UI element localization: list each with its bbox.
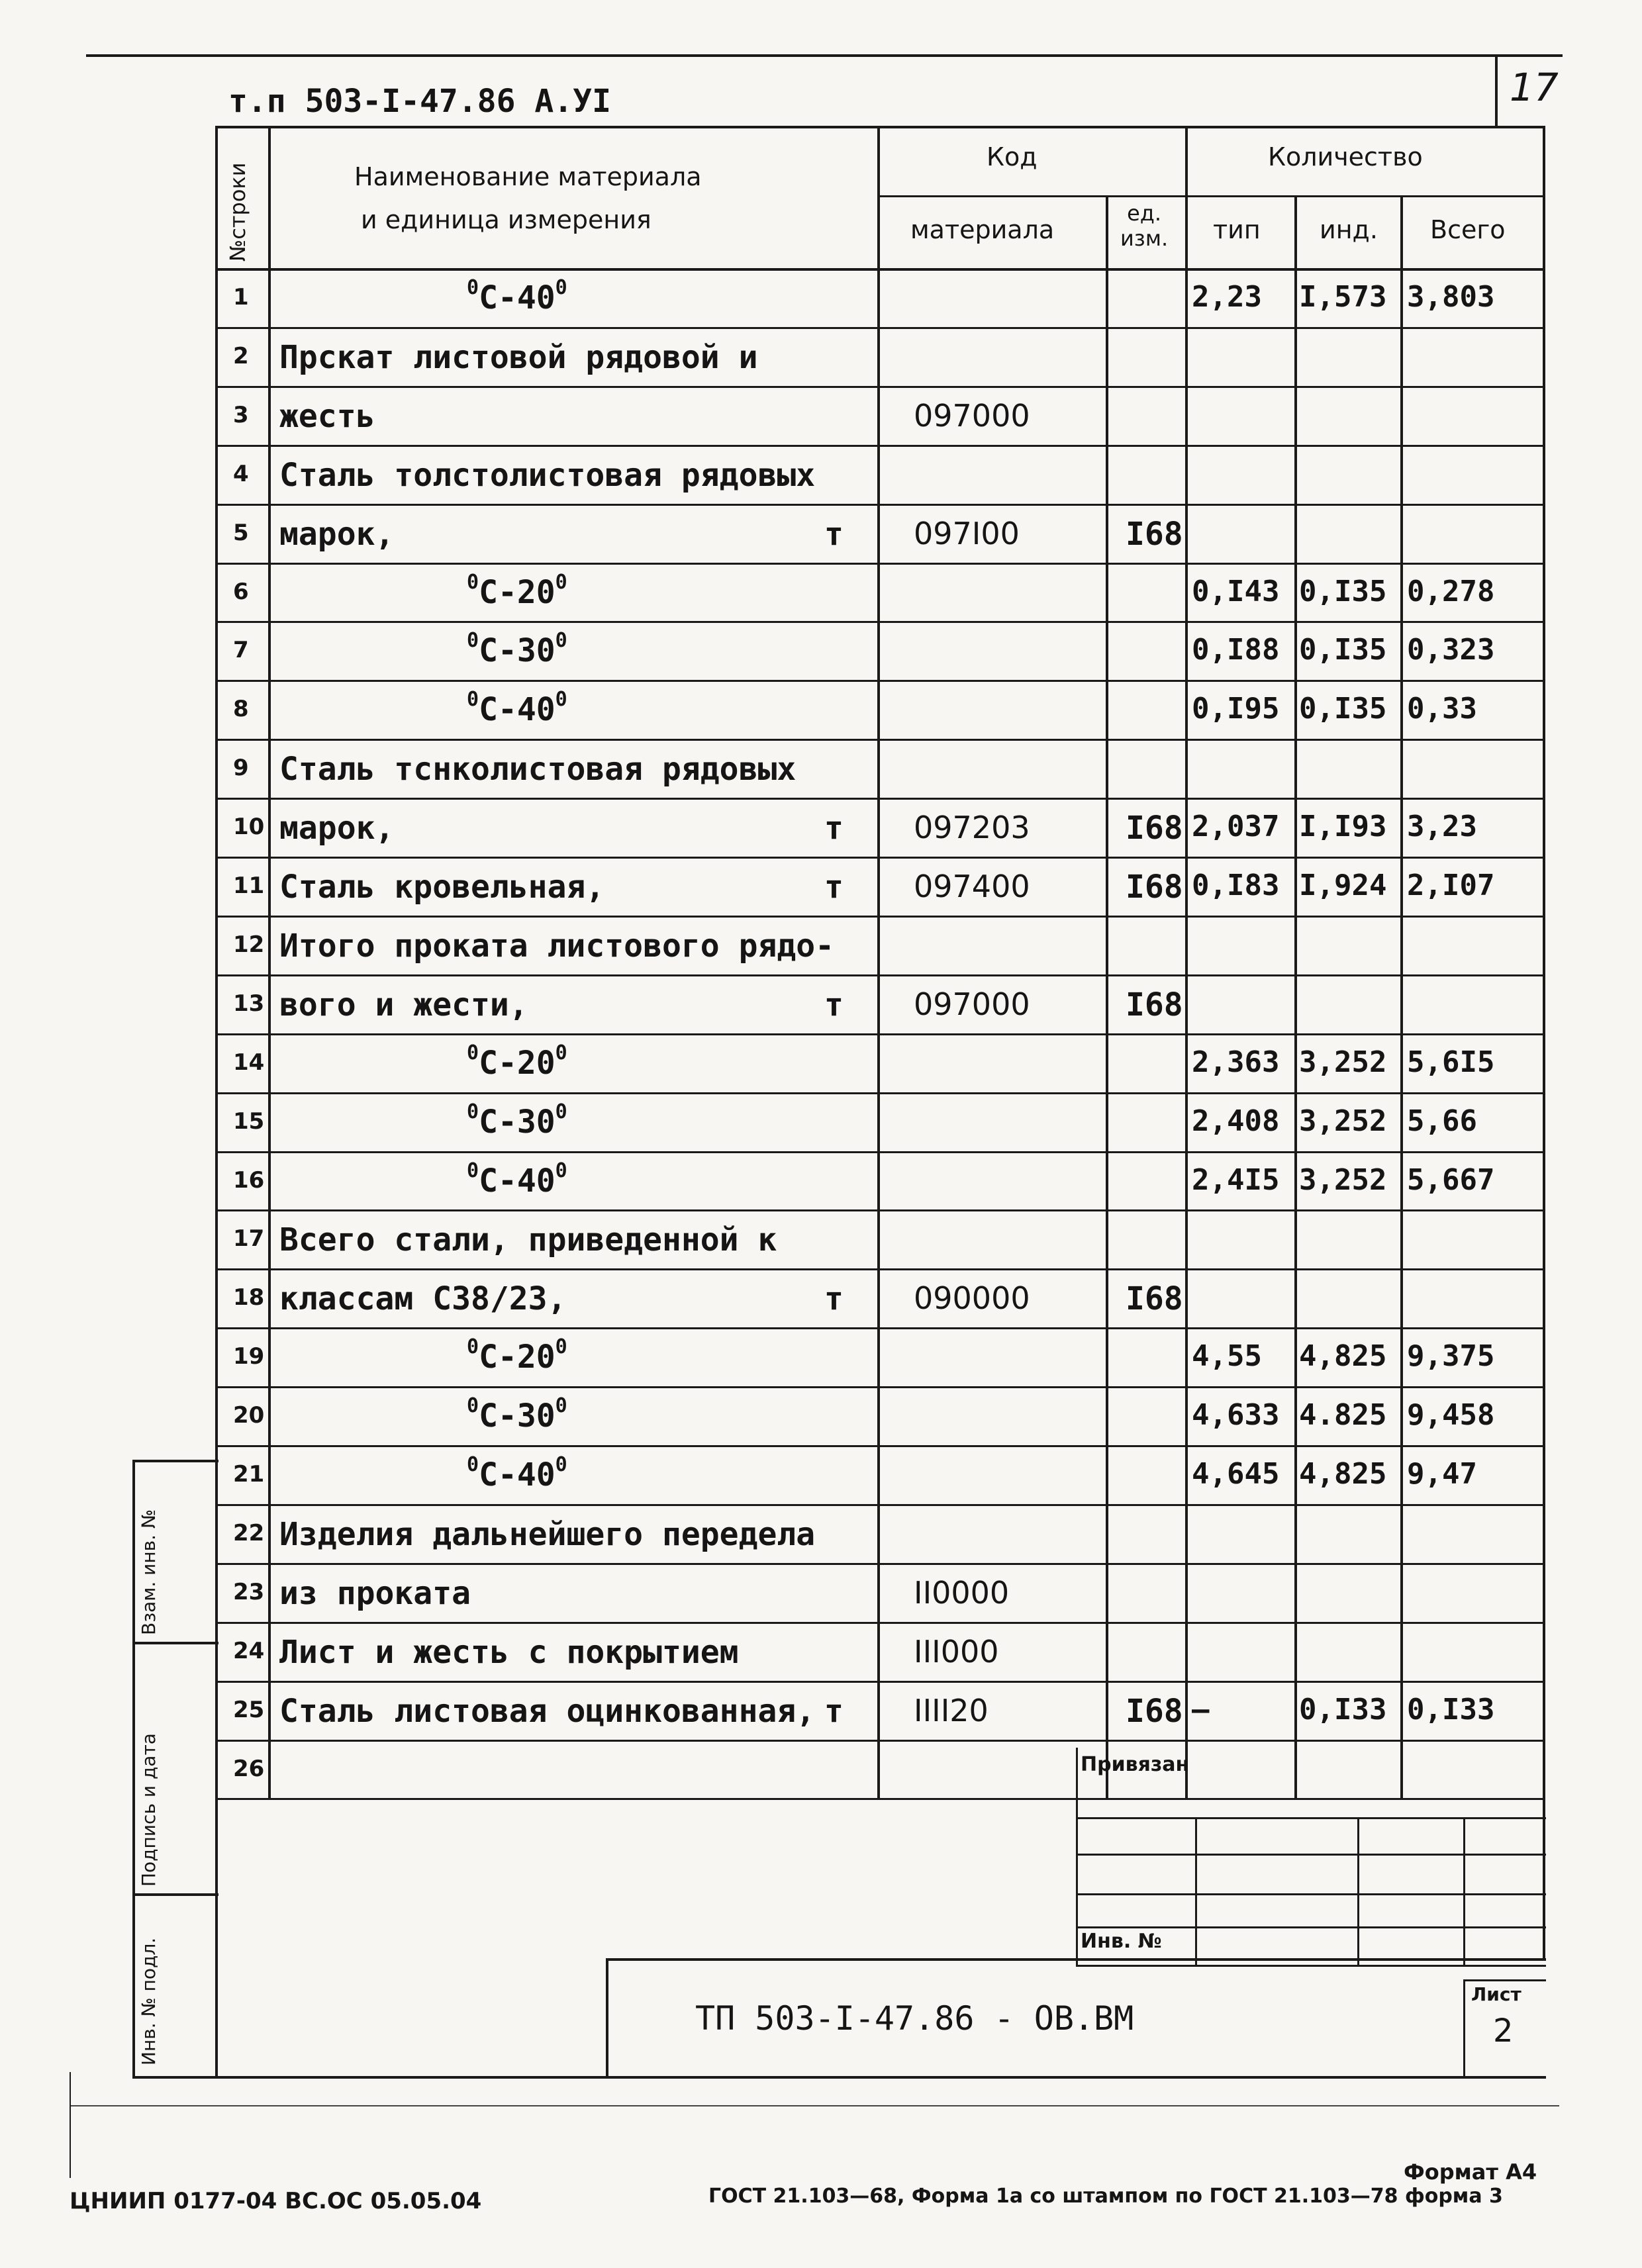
row-unit-t: т [824, 869, 844, 906]
row-total: 9,375 [1407, 1339, 1495, 1374]
row-temperature: $^0С-20^0$ [467, 1335, 567, 1376]
row-rule [215, 1209, 1543, 1211]
row-rule [215, 621, 1543, 623]
table-right-border [1543, 126, 1545, 1960]
row-name: Изделия дальнейшего передела [279, 1515, 816, 1553]
row-number: 4 [233, 460, 249, 487]
row-total: 5,667 [1407, 1162, 1495, 1197]
sheet-number: 2 [1493, 2012, 1514, 2050]
row-rule [215, 327, 1543, 329]
row-unit-t: т [824, 1692, 844, 1730]
row-rule [215, 1268, 1543, 1270]
row-rule [215, 1622, 1543, 1624]
row-code: II0000 [914, 1574, 1010, 1611]
row-type: 4,645 [1192, 1457, 1280, 1491]
row-ind: 0,I35 [1299, 574, 1387, 608]
row-total: 2,I07 [1407, 869, 1495, 902]
row-name: марок, [279, 810, 395, 847]
row-type: 2,363 [1192, 1045, 1280, 1079]
header-unit: ед. изм. [1120, 201, 1169, 251]
row-total: 0,33 [1407, 692, 1477, 726]
header-material: материала [910, 215, 1055, 244]
column-rule-5 [1294, 195, 1297, 1798]
row-type: 2,23 [1192, 280, 1262, 314]
row-rule [215, 974, 1543, 976]
page-number-box-left [1495, 54, 1498, 127]
header-mid-rule [877, 195, 1543, 197]
row-number: 10 [233, 814, 265, 841]
column-rule-0 [215, 126, 218, 1798]
row-rule [215, 680, 1543, 682]
row-total: 9,458 [1407, 1398, 1495, 1433]
row-rule [215, 1386, 1543, 1388]
column-rule-6 [1400, 195, 1403, 1798]
row-temperature: $^0С-30^0$ [467, 1394, 567, 1435]
row-number: 18 [233, 1284, 265, 1311]
row-number: 15 [233, 1108, 265, 1135]
row-total: 9,47 [1407, 1457, 1477, 1491]
row-unit: I68 [1126, 1692, 1183, 1730]
row-rule [215, 916, 1543, 918]
header-row-no: №строки [225, 162, 250, 261]
row-ind: 4.825 [1299, 1398, 1387, 1433]
header-name-line2: и единица измерения [361, 205, 652, 234]
row-code: 097400 [914, 869, 1030, 904]
row-temperature: $^0С-20^0$ [467, 570, 567, 611]
row-temperature: $^0С-30^0$ [467, 629, 567, 670]
row-ind: 0,I33 [1299, 1692, 1387, 1726]
row-unit: I68 [1126, 515, 1183, 553]
top-border-line [86, 54, 1563, 57]
row-rule [215, 563, 1543, 565]
row-unit: I68 [1126, 869, 1183, 906]
row-code: IIII20 [914, 1692, 989, 1728]
row-temperature: $^0С-40^0$ [467, 688, 567, 729]
row-type: 4,633 [1192, 1398, 1280, 1433]
row-rule [215, 1798, 1543, 1800]
row-number: 19 [233, 1343, 265, 1370]
row-number: 11 [233, 873, 265, 899]
row-type: 2,408 [1192, 1104, 1280, 1138]
header-quantity: Количество [1268, 142, 1423, 171]
page-number: 17 [1510, 65, 1559, 110]
row-temperature: $^0С-20^0$ [467, 1041, 567, 1082]
row-number: 8 [233, 696, 249, 723]
row-ind: 4,825 [1299, 1457, 1387, 1491]
row-code: 090000 [914, 1280, 1030, 1317]
left-margin-line [70, 2072, 71, 2178]
row-temperature: $^0С-40^0$ [467, 276, 567, 316]
table-left-extension [215, 1798, 218, 2076]
footer-format: Формат А4 [1404, 2159, 1537, 2185]
row-number: 24 [233, 1637, 265, 1664]
row-number: 1 [233, 284, 249, 310]
row-name: из проката [279, 1574, 471, 1612]
row-total: 3,23 [1407, 810, 1477, 844]
row-rule [215, 1445, 1543, 1447]
row-number: 12 [233, 931, 265, 958]
column-rule-3 [1106, 195, 1108, 1798]
row-rule [215, 1740, 1543, 1742]
row-number: 23 [233, 1578, 265, 1605]
row-number: 5 [233, 519, 249, 546]
row-type: – [1192, 1692, 1210, 1726]
document-designation: ТП 503-I-47.86 - ОВ.ВМ [695, 1999, 1134, 2038]
row-type: 0,I95 [1192, 692, 1280, 726]
row-name: Всего стали, приведенной к [279, 1221, 777, 1259]
row-total: 5,66 [1407, 1104, 1477, 1138]
row-rule [215, 445, 1543, 447]
row-name: Прскат листовой рядовой и [279, 338, 758, 376]
row-ind: I,573 [1299, 280, 1387, 314]
header-total: Всего [1430, 215, 1506, 244]
column-rule-1 [268, 126, 271, 1798]
header-type: тип [1213, 215, 1261, 244]
row-type: 2,037 [1192, 810, 1280, 844]
row-type: 2,4I5 [1192, 1162, 1280, 1197]
row-name: Сталь кровельная, [279, 869, 605, 906]
vzam-inv-label: Взам. инв. № [138, 1509, 160, 1635]
row-rule [215, 1033, 1543, 1035]
row-number: 3 [233, 401, 249, 428]
row-number: 6 [233, 578, 249, 605]
row-unit: I68 [1126, 986, 1183, 1023]
row-number: 14 [233, 1049, 265, 1076]
row-number: 21 [233, 1461, 265, 1488]
row-ind: I,I93 [1299, 810, 1387, 844]
row-rule [215, 504, 1543, 506]
row-code: 097203 [914, 810, 1030, 846]
row-number: 7 [233, 637, 249, 664]
row-rule [215, 386, 1543, 388]
row-number: 25 [233, 1696, 265, 1723]
row-name: жесть [279, 397, 375, 435]
header-name-line1: Наименование материала [354, 162, 702, 191]
row-name: марок, [279, 515, 395, 553]
row-rule [215, 798, 1543, 800]
podpis-data-label: Подпись и дата [138, 1733, 160, 1887]
column-rule-2 [877, 126, 880, 1798]
row-rule [215, 1092, 1543, 1094]
row-name: Сталь листовая оцинкованная, [279, 1692, 816, 1730]
row-total: 0,278 [1407, 574, 1495, 608]
row-rule [215, 1563, 1543, 1565]
sheet-label: Лист [1471, 1983, 1521, 2005]
row-number: 20 [233, 1402, 265, 1429]
row-number: 13 [233, 990, 265, 1017]
row-type: 0,I43 [1192, 574, 1280, 608]
column-rule-4 [1185, 126, 1188, 1798]
row-unit-t: т [824, 810, 844, 847]
row-ind: 0,I35 [1299, 633, 1387, 667]
row-name: Сталь тснколистовая рядовых [279, 751, 797, 788]
row-temperature: $^0С-40^0$ [467, 1453, 567, 1493]
row-unit-t: т [824, 515, 844, 553]
row-number: 26 [233, 1755, 265, 1782]
footer-rule [70, 2105, 1559, 2106]
row-rule [215, 1327, 1543, 1329]
row-code: III000 [914, 1633, 999, 1670]
row-type: 0,I83 [1192, 869, 1280, 902]
row-ind: I,924 [1299, 869, 1387, 902]
row-number: 16 [233, 1166, 265, 1194]
row-name: Итого проката листового рядо- [279, 927, 835, 965]
row-code: 097I00 [914, 515, 1020, 551]
row-ind: 3,252 [1299, 1162, 1387, 1197]
row-rule [215, 1151, 1543, 1153]
row-ind: 0,I35 [1299, 692, 1387, 726]
footer-center: ГОСТ 21.103—68, Форма 1а со штампом по ГОСТ 21.103—78 форма 3 [708, 2185, 1503, 2208]
row-code: 097000 [914, 986, 1030, 1022]
row-total: 0,323 [1407, 633, 1495, 667]
doc-code: т.п 503-I-47.86 А.УI [228, 83, 611, 120]
inv-no-label: Инв. № [1081, 1930, 1162, 1953]
privyazan-label: Привязан [1081, 1753, 1190, 1776]
row-type: 4,55 [1192, 1339, 1262, 1374]
row-ind: 4,825 [1299, 1339, 1387, 1374]
header-ind: инд. [1320, 215, 1378, 244]
row-number: 17 [233, 1225, 265, 1252]
row-rule [215, 1504, 1543, 1506]
row-unit: I68 [1126, 810, 1183, 847]
row-number: 9 [233, 755, 249, 782]
row-number: 2 [233, 342, 249, 369]
row-type: 0,I88 [1192, 633, 1280, 667]
row-ind: 3,252 [1299, 1045, 1387, 1079]
row-total: 0,I33 [1407, 1692, 1495, 1726]
row-total: 5,6I5 [1407, 1045, 1495, 1079]
inv-podl-label: Инв. № подл. [138, 1937, 160, 2065]
row-name: вого и жести, [279, 986, 528, 1023]
row-temperature: $^0С-40^0$ [467, 1158, 567, 1200]
row-name: Сталь толстолистовая рядовых [279, 456, 816, 494]
row-name: классам С38/23, [279, 1280, 567, 1318]
row-name: Лист и жесть с покрытием [279, 1633, 739, 1671]
row-rule [215, 739, 1543, 741]
row-temperature: $^0С-30^0$ [467, 1100, 567, 1141]
row-number: 22 [233, 1519, 265, 1546]
row-total: 3,803 [1407, 280, 1495, 314]
row-ind: 3,252 [1299, 1104, 1387, 1138]
row-rule [215, 857, 1543, 859]
row-unit-t: т [824, 986, 844, 1023]
row-unit-t: т [824, 1280, 844, 1318]
header-code: Код [987, 142, 1038, 171]
row-code: 097000 [914, 397, 1030, 434]
row-unit: I68 [1126, 1280, 1183, 1318]
footer-left: ЦНИИП 0177-04 ВС.ОС 05.05.04 [70, 2188, 482, 2214]
row-rule [215, 1681, 1543, 1683]
